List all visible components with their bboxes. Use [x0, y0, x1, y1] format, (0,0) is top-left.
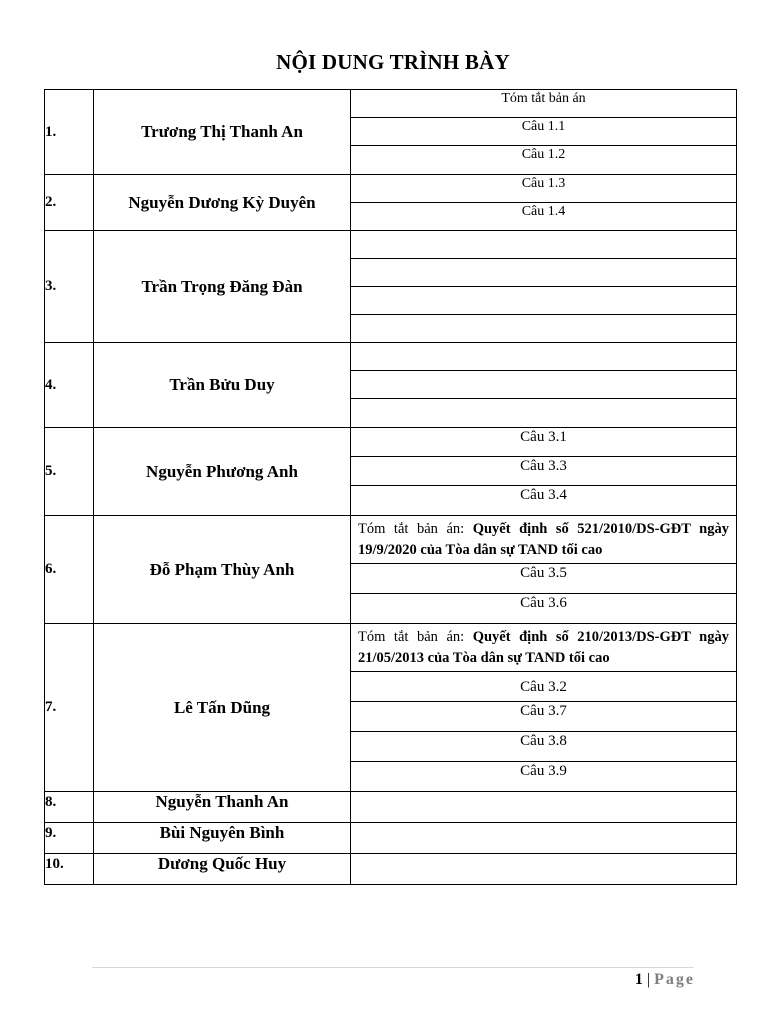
- member-name: Trần Trọng Đăng Đàn: [94, 231, 351, 343]
- assignment-table: [44, 89, 737, 885]
- task-cell: Câu 1.2: [351, 146, 737, 175]
- task-cell: Câu 3.4: [351, 486, 737, 516]
- task-cell: [351, 399, 737, 428]
- task-cell: [351, 287, 737, 315]
- task-cell: Câu 3.5: [351, 564, 737, 594]
- page-title: NỘI DUNG TRÌNH BÀY: [276, 50, 510, 74]
- task-cell: Câu 1.4: [351, 203, 737, 231]
- task-cell: Câu 3.1: [351, 428, 737, 457]
- member-name: Nguyễn Dương Kỳ Duyên: [94, 175, 351, 231]
- task-cell: [351, 854, 737, 885]
- member-name: Dương Quốc Huy: [94, 854, 351, 885]
- table-row: [45, 343, 737, 371]
- task-cell: Câu 3.3: [351, 457, 737, 486]
- judgment-summary: [351, 516, 737, 564]
- row-number: 2.: [45, 175, 94, 231]
- task-cell: Tóm tắt bản án: [351, 90, 737, 118]
- member-name: Nguyễn Thanh An: [94, 792, 351, 823]
- table-row: [45, 428, 737, 457]
- table-row: [45, 624, 737, 672]
- table-row: [45, 823, 737, 854]
- row-number: 10.: [45, 854, 94, 885]
- row-number: 8.: [45, 792, 94, 823]
- row-number: 5.: [45, 428, 94, 516]
- page-number: 1: [634, 971, 643, 988]
- task-cell: [351, 792, 737, 823]
- task-cell: [351, 343, 737, 371]
- task-cell: [351, 823, 737, 854]
- task-cell: [351, 371, 737, 399]
- summary-prefix: Tóm tắt bản án:: [358, 628, 473, 645]
- member-name: Bùi Nguyên Bình: [94, 823, 351, 854]
- task-cell: [351, 231, 737, 259]
- task-cell: Câu 1.3: [351, 175, 737, 203]
- task-cell: [351, 259, 737, 287]
- footer-separator: |: [642, 971, 655, 988]
- row-number: 1.: [45, 90, 94, 175]
- summary-decision: Quyết định số 210/2013/DS-GĐT ngày 21/05/2013 của Tòa dân sự TAND tối cao: [358, 628, 729, 666]
- row-number: 9.: [45, 823, 94, 854]
- page-label: Page: [654, 971, 695, 988]
- table-row: [45, 854, 737, 885]
- table-row: [45, 516, 737, 564]
- member-name: Lê Tấn Dũng: [94, 624, 351, 792]
- table-row: [45, 792, 737, 823]
- page-footer: [635, 971, 695, 989]
- task-cell: Câu 3.7: [351, 702, 737, 732]
- row-number: 3.: [45, 231, 94, 343]
- task-cell: Câu 3.6: [351, 594, 737, 624]
- table-row: [45, 175, 737, 203]
- row-number: 7.: [45, 624, 94, 792]
- member-name: Trần Bửu Duy: [94, 343, 351, 428]
- task-cell: Câu 3.2: [351, 672, 737, 702]
- table-row: [45, 231, 737, 259]
- task-cell: Câu 1.1: [351, 118, 737, 146]
- summary-prefix: Tóm tắt bản án:: [358, 520, 473, 537]
- summary-decision: Quyết định số 521/2010/DS-GĐT ngày 19/9/2020 của Tòa dân sự TAND tối cao: [358, 520, 729, 558]
- footer-divider: [92, 967, 694, 968]
- row-number: 6.: [45, 516, 94, 624]
- member-name: Trương Thị Thanh An: [94, 90, 351, 175]
- member-name: Đỗ Phạm Thùy Anh: [94, 516, 351, 624]
- member-name: Nguyễn Phương Anh: [94, 428, 351, 516]
- task-cell: Câu 3.8: [351, 732, 737, 762]
- judgment-summary: [351, 624, 737, 672]
- table-row: [45, 90, 737, 118]
- task-cell: Câu 3.9: [351, 762, 737, 792]
- task-cell: [351, 315, 737, 343]
- row-number: 4.: [45, 343, 94, 428]
